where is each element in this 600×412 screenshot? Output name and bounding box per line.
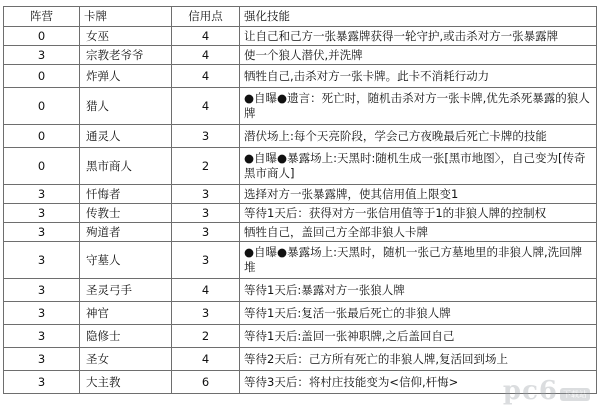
camp-cell: 3: [4, 325, 80, 348]
site-watermark: [503, 376, 590, 406]
card-cell: 圣灵弓手: [80, 279, 172, 302]
card-cell: 女巫: [80, 27, 172, 46]
card-cell: 殉道者: [80, 223, 172, 242]
credit-cell: 2: [172, 325, 240, 348]
credit-cell: 2: [172, 148, 240, 185]
camp-cell: 3: [4, 242, 80, 279]
camp-cell: 3: [4, 302, 80, 325]
header-card: 卡牌: [80, 7, 172, 27]
card-cell: 传教士: [80, 204, 172, 223]
camp-cell: 3: [4, 46, 80, 65]
skill-cell: ●自曝●遗言：死亡时，随机击杀对方一张卡牌,优先杀死暴露的狼人牌: [240, 88, 597, 125]
credit-cell: 4: [172, 348, 240, 371]
card-cell: 大主教: [80, 371, 172, 394]
credit-cell: 4: [172, 279, 240, 302]
credit-cell: 4: [172, 27, 240, 46]
camp-cell: 0: [4, 125, 80, 148]
header-row: [4, 7, 597, 27]
table-row: [4, 204, 597, 223]
table-row: [4, 302, 597, 325]
table-row: [4, 27, 597, 46]
skill-cell: 等待1天后:盖回一张神职牌,之后盖回自己: [240, 325, 597, 348]
credit-cell: 3: [172, 125, 240, 148]
header-skill: 强化技能: [240, 7, 597, 27]
table-row: [4, 279, 597, 302]
table-row: [4, 348, 597, 371]
table-row: [4, 148, 597, 185]
credit-cell: 3: [172, 242, 240, 279]
camp-cell: 0: [4, 27, 80, 46]
skill-cell: 选择对方一张暴露牌，使其信用值上限变1: [240, 185, 597, 204]
skill-cell: 使一个狼人潜伏,并洗牌: [240, 46, 597, 65]
table-row: [4, 185, 597, 204]
skill-cell: 让自己和己方一张暴露牌获得一轮守护,或击杀对方一张暴露牌: [240, 27, 597, 46]
table-row: [4, 65, 597, 88]
card-cell: 通灵人: [80, 125, 172, 148]
card-cell: 神官: [80, 302, 172, 325]
card-cell: 圣女: [80, 348, 172, 371]
watermark-logo: pc6: [502, 376, 558, 406]
table-row: [4, 223, 597, 242]
card-cell: 隐修士: [80, 325, 172, 348]
credit-cell: 3: [172, 185, 240, 204]
skill-cell: ●自曝●暴露场上:天黑时:随机生成一张[黑市地图〉，自己变为[传奇黑市商人]: [240, 148, 597, 185]
card-cell: 炸弹人: [80, 65, 172, 88]
skill-cell: 等待1天后:暴露对方一张狼人牌: [240, 279, 597, 302]
header-camp: 阵营: [4, 7, 80, 27]
camp-cell: 3: [4, 204, 80, 223]
watermark-tag: 下载站: [560, 388, 590, 401]
card-cell: 宗教老爷爷: [80, 46, 172, 65]
card-cell: 守墓人: [80, 242, 172, 279]
skill-cell: 潜伏场上:每个天亮阶段，学会己方夜晚最后死亡卡牌的技能: [240, 125, 597, 148]
credit-cell: 6: [172, 371, 240, 394]
credit-cell: 4: [172, 88, 240, 125]
table-row: [4, 242, 597, 279]
camp-cell: 0: [4, 148, 80, 185]
table-row: [4, 88, 597, 125]
credit-cell: 4: [172, 65, 240, 88]
skill-cell: ●自曝●暴露场上:天黑时，随机一张己方墓地里的非狼人牌,洗回牌堆: [240, 242, 597, 279]
skill-cell: 牺牲自己,击杀对方一张卡牌。此卡不消耗行动力: [240, 65, 597, 88]
credit-cell: 4: [172, 46, 240, 65]
camp-cell: 3: [4, 185, 80, 204]
skill-cell: 等待1天后：获得对方一张信用值等于1的非狼人牌的控制权: [240, 204, 597, 223]
card-cell: 黑市商人: [80, 148, 172, 185]
camp-cell: 3: [4, 223, 80, 242]
credit-cell: 3: [172, 223, 240, 242]
card-cell: 猎人: [80, 88, 172, 125]
skill-cell: 等待2天后：己方所有死亡的非狼人牌,复活回到场上: [240, 348, 597, 371]
camp-cell: 3: [4, 279, 80, 302]
skill-cell: 牺牲自己，盖回己方全部非狼人卡牌: [240, 223, 597, 242]
skill-cell: 等待1天后:复活一张最后死亡的非狼人牌: [240, 302, 597, 325]
camp-cell: 3: [4, 371, 80, 394]
camp-cell: 0: [4, 88, 80, 125]
header-credit: 信用点: [172, 7, 240, 27]
table-row: [4, 46, 597, 65]
table-row: [4, 325, 597, 348]
card-skill-table: [3, 6, 597, 394]
skill-cell: 等待3天后：将村庄技能变为<信仰,杆悔>: [240, 371, 597, 394]
camp-cell: 3: [4, 348, 80, 371]
credit-cell: 3: [172, 204, 240, 223]
credit-cell: 3: [172, 302, 240, 325]
camp-cell: 0: [4, 65, 80, 88]
card-cell: 忏悔者: [80, 185, 172, 204]
table-row: [4, 125, 597, 148]
